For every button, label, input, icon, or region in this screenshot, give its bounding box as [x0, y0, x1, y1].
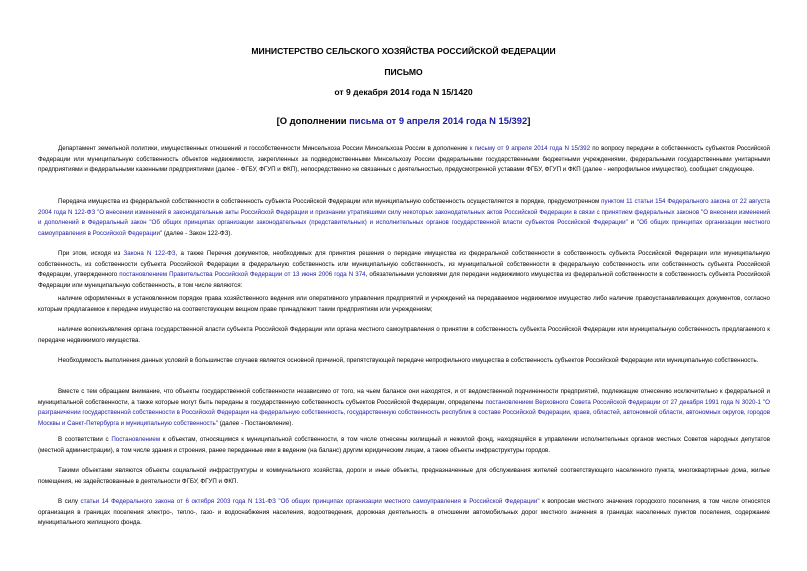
resolution-374-link[interactable]: постановлением Правительства Российской Федерации от 13 июня 2006 года N 374 [119, 271, 366, 279]
paragraph-text: В силу [58, 498, 81, 505]
document-date-number: от 9 декабря 2014 года N 15/1420 [334, 87, 473, 97]
paragraph-text: (далее - Постановление). [217, 419, 294, 427]
paragraph-text: , а также Перечня документов, необходимых для принятия решения о передаче имущества из федеральной собственности в собственность субъекта Российской Федерации или муниципальную собственность, из собственности субъекта Российской Федерации в федеральную собственность или муниципальную собственность, из муниципальной собственности в федеральную собственность или собственность субъекта Российской Федерации, утвержденного [38, 250, 770, 279]
paragraph-9: Такими объектами являются объекты социальной инфраструктуры и коммунального хозяйства, дороги и иные объекты, предназначенные для обслуживания жителей соответствующего населенного пункта, многоквартирные дома, жилые помещения, не задействованные в деятельности ФГБУ, ФГУП и ФКП. [38, 467, 770, 485]
amended-letter-link[interactable]: письма от 9 апреля 2014 года N 15/392 [349, 115, 528, 126]
paragraph-1 [38, 144, 770, 176]
paragraph-3 [38, 249, 770, 291]
amendment-prefix: [О дополнении [276, 115, 350, 126]
letter-link[interactable]: к письму от 9 апреля 2014 года N 15/392 [469, 145, 591, 152]
paragraph-5: наличие волеизъявления органа государственной власти субъекта Российской Федерации или органа местного самоуправления о принятии в собственность субъекта Российской Федерации или муниципальную собственность предлагаемого к передаче недвижимого имущества. [38, 326, 770, 344]
resolution-short-link[interactable]: Постановлением [111, 436, 161, 443]
law-122-link[interactable]: пунктом 11 статьи 154 Федерального закона от 22 августа 2004 года N 122-ФЗ "О внесении изменений в законодательные акты Российской Федерации и признании утратившими силу некоторых законодательных актов Российской Федерации в связи с принятием федеральных законов "О внесении изменений и дополнений в Федеральный закон "Об общих принципах организации законодательных (представительных) и исполнительных органов государственной власти субъектов Российской Федерации" [38, 198, 770, 227]
document-type: ПИСЬМО [384, 67, 423, 77]
law-122-short-link[interactable]: Закона N 122-ФЗ [123, 250, 176, 257]
amendment-note [0, 115, 807, 126]
paragraph-text: При этом, исходя из [58, 250, 124, 257]
paragraph-10 [38, 497, 770, 529]
paragraph-text: (далее - Закон 122-ФЗ). [162, 229, 233, 237]
paragraph-text: Вместе с тем обращаем внимание, что объекты государственной собственности независимо от того, на чьем балансе они находятся, и от ведомственной подчиненности предприятий, подлежащие отнесению исключительно к федеральной и муниципальной собственности, а также которые могут быть переданы в государственную собственность субъектов Российской Федерации, определены [38, 388, 770, 406]
local-government-law-link[interactable]: "Об общих принципах организации местного самоуправления в Российской Федерации" [38, 219, 771, 237]
paragraph-text: В соответствии с [58, 436, 112, 443]
amendment-suffix: ] [527, 115, 531, 126]
paragraph-text: по вопросу передачи в собственность субъектов Российской Федерации или муниципальную собственность объектов недвижимости, закрепленных за подведомственными Минсельхозу России федеральными государственными бюджетными учреждениями, федеральными государственными унитарными предприятиями и федеральными казенными предприятиями (далее - ФГБУ, ФГУП и ФКП), непосредственно не связанных с деятельностью, предусмотренной уставами ФГБУ, ФГУП и ФКП (далее - непрофильное имущество), сообщает следующее. [38, 145, 770, 174]
paragraph-text: к объектам, относящимся к муниципальной собственности, в том числе отнесены жилищный и нежилой фонд, находящийся в управлении исполнительных органов местных Советов народных депутатов (местной администрации), в том числе здания и строения, ранее переданные ими в ведение (на баланс) другим юридическим лицам, а также объекты инфраструктуры городов. [38, 436, 771, 454]
paragraph-text: к вопросам местного значения городского поселения, в том числе относятся организация в границах поселения электро-, тепло-, газо- и водоснабжения населения, водоотведения, дорожная деятельность в отношении автомобильных дорог местного значения в границах населенных пунктов поселения, содержание муниципального жилищного фонда. [38, 498, 770, 527]
paragraph-4: наличие оформленных в установленном порядке права хозяйственного ведения или оперативного управления предприятий и учреждений на передаваемое недвижимое имущество либо наличие правоустанавливающих документов, согласно которым предлагаемое к передаче имущество на соответствующем вещном праве принадлежит таким предприятиям или учреждениям; [38, 295, 770, 313]
paragraph-8 [38, 435, 770, 456]
paragraph-text: Департамент земельной политики, имущественных отношений и госсобственности Минсельхоза России Минсельхоза России в дополнение [58, 145, 470, 152]
paragraph-2 [38, 197, 770, 239]
supreme-council-resolution-link[interactable]: постановлением Верховного Совета Российской Федерации от 27 декабря 1991 года N 3020-1 "О разграничении государственной собственности в Российской Федерации на федеральную собственность, государственную собственность республик в составе Российской Федерации, краев, областей, автономной области, автономных округов, городов Москвы и Санкт-Петербурга и муниципальную собственность" [38, 398, 770, 427]
paragraph-text: , обязательными условиями для передачи недвижимого имущества из федеральной собственности в собственность субъекта Российской Федерации или муниципальную собственность, в том числе являются: [38, 271, 770, 289]
ministry-title: МИНИСТЕРСТВО СЕЛЬСКОГО ХОЗЯЙСТВА РОССИЙСКОЙ ФЕДЕРАЦИИ [251, 46, 556, 56]
paragraph-text: Передача имущества из федеральной собственности в собственность субъекта Российской Федерации или муниципальную собственность осуществляется в порядке, предусмотренном [58, 198, 602, 205]
law-131-article-14-link[interactable]: статьи 14 Федерального закона от 6 октября 2003 года N 131-ФЗ "Об общих принципах организации местного самоуправления в Российской Федерации" [80, 498, 540, 505]
paragraph-6: Необходимость выполнения данных условий в большинстве случаев является основной причиной, препятствующей передаче непрофильного имущества в собственность субъектов Российской Федерации или муниципальную собственность. [58, 357, 759, 364]
paragraph-7 [38, 387, 770, 429]
paragraph-text: и [627, 219, 637, 227]
